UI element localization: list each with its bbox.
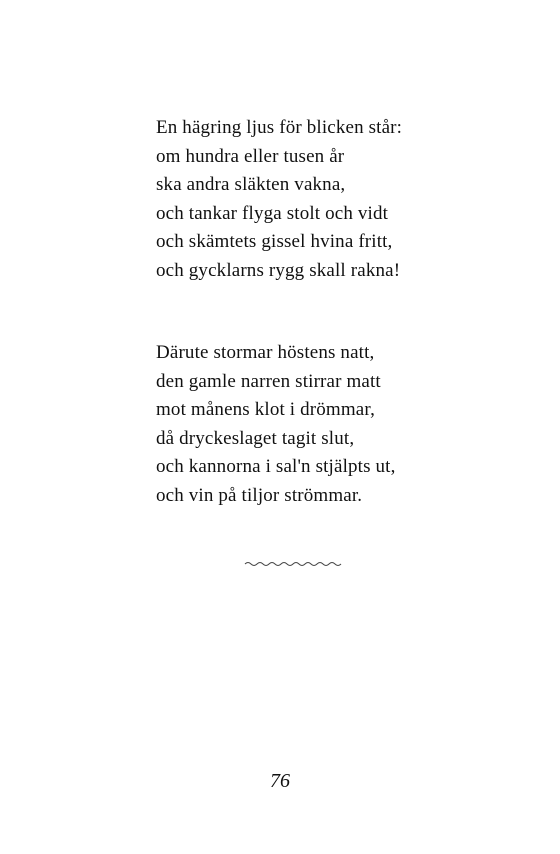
stanza-2-line-3: mot månens klot i drömmar, xyxy=(156,399,375,421)
stanza-1-line-2: om hundra eller tusen år xyxy=(156,145,345,167)
stanza-2 xyxy=(156,339,396,511)
stanza-2-line-2: den gamle narren stirrar matt xyxy=(156,370,381,392)
stanza-2-line-6: och vin på tiljor strömmar. xyxy=(156,484,363,506)
stanza-1-line-4: och tankar flyga stolt och vidt xyxy=(156,202,389,224)
stanza-2-line-1: Därute stormar höstens natt, xyxy=(156,342,375,363)
wavy-line-ornament-icon xyxy=(244,560,342,568)
stanza-1-line-1: En hägring ljus för blicken står: xyxy=(156,117,403,138)
stanza-1-line-3: ska andra släkten vakna, xyxy=(156,174,346,196)
stanza-2-line-5: och kannorna i sal'n stjälpts ut, xyxy=(156,456,396,478)
stanza-2-line-4: då dryckeslaget tagit slut, xyxy=(156,427,355,449)
stanza-1 xyxy=(156,114,402,286)
stanza-1-line-5: och skämtets gissel hvina fritt, xyxy=(156,231,393,253)
stanza-1-line-6: och gycklarns rygg skall rakna! xyxy=(156,259,401,281)
page-number: 76 xyxy=(270,770,290,792)
